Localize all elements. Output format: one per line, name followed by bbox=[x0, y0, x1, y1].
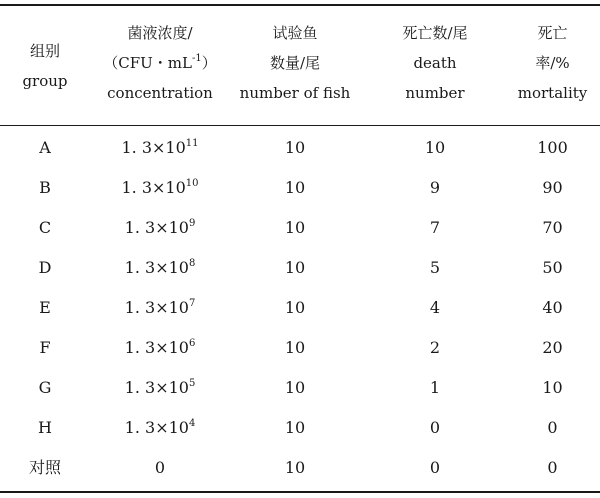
header-group-zh: 组别 bbox=[29, 42, 60, 60]
cell-group: A bbox=[39, 138, 51, 157]
cell-concentration bbox=[90, 448, 230, 488]
header-group bbox=[0, 36, 90, 96]
cell-mortality: 70 bbox=[542, 218, 563, 237]
cell-group: 对照 bbox=[28, 458, 61, 477]
cell-concentration-exp: 9 bbox=[188, 218, 196, 229]
cell-concentration bbox=[90, 168, 230, 208]
cell-fish: 10 bbox=[284, 138, 306, 157]
header-group-en: group bbox=[22, 72, 68, 90]
cell-concentration-base: 1. 3×10 bbox=[124, 378, 189, 397]
header-death bbox=[360, 18, 510, 108]
header-mortality bbox=[510, 18, 595, 108]
header-death-en2: number bbox=[405, 84, 465, 102]
cell-mortality: 0 bbox=[547, 458, 558, 477]
table-bottom-rule bbox=[0, 491, 600, 493]
cell-fish: 10 bbox=[284, 338, 306, 357]
cell-concentration-base: 1. 3×10 bbox=[124, 298, 189, 317]
cell-concentration-exp: 8 bbox=[188, 258, 196, 269]
cell-group: C bbox=[38, 218, 52, 237]
cell-group: F bbox=[39, 338, 51, 357]
header-concentration bbox=[90, 18, 230, 108]
cell-concentration bbox=[90, 288, 230, 328]
cell-fish: 10 bbox=[284, 178, 306, 197]
cell-concentration bbox=[90, 248, 230, 288]
table-header-rule bbox=[0, 125, 600, 126]
cell-mortality: 20 bbox=[542, 338, 563, 357]
cell-mortality: 50 bbox=[542, 258, 563, 277]
cell-mortality: 90 bbox=[542, 178, 563, 197]
cell-death: 7 bbox=[429, 218, 441, 237]
cell-fish: 10 bbox=[284, 218, 306, 237]
table-top-rule bbox=[0, 4, 600, 6]
header-death-en1: death bbox=[413, 54, 457, 72]
cell-concentration-exp: 6 bbox=[188, 338, 196, 349]
cell-concentration-exp: 11 bbox=[185, 138, 199, 149]
cell-fish: 10 bbox=[284, 418, 306, 437]
cell-concentration-base: 1. 3×10 bbox=[124, 338, 189, 357]
cell-death: 0 bbox=[429, 458, 441, 477]
header-fish-count bbox=[230, 18, 360, 108]
cell-concentration-base: 1. 3×10 bbox=[124, 218, 189, 237]
cell-mortality: 40 bbox=[542, 298, 563, 317]
cell-concentration bbox=[90, 368, 230, 408]
cell-concentration-base: 1. 3×10 bbox=[121, 138, 186, 157]
cell-concentration-exp: 5 bbox=[188, 378, 196, 389]
header-fish-count-en: number of fish bbox=[239, 84, 351, 102]
cell-mortality: 100 bbox=[537, 138, 568, 157]
cell-group: D bbox=[38, 258, 52, 277]
cell-death: 4 bbox=[429, 298, 441, 317]
cell-group: B bbox=[39, 178, 51, 197]
cell-concentration-base: 1. 3×10 bbox=[121, 178, 186, 197]
cell-concentration bbox=[90, 208, 230, 248]
cell-fish: 10 bbox=[284, 458, 306, 477]
cell-concentration bbox=[90, 328, 230, 368]
header-mortality-zh1: 死亡 bbox=[537, 24, 568, 42]
cell-fish: 10 bbox=[284, 378, 306, 397]
cell-death: 2 bbox=[429, 338, 441, 357]
cell-death: 1 bbox=[429, 378, 441, 397]
header-death-zh: 死亡数/尾 bbox=[402, 24, 468, 42]
header-fish-count-zh1: 试验鱼 bbox=[272, 24, 318, 42]
header-concentration-unit bbox=[90, 48, 230, 78]
header-concentration-unit-text: （CFU・mL bbox=[103, 54, 192, 72]
cell-group: E bbox=[39, 298, 51, 317]
cell-death: 0 bbox=[429, 418, 441, 437]
cell-mortality: 10 bbox=[542, 378, 563, 397]
cell-fish: 10 bbox=[284, 258, 306, 277]
cell-group: H bbox=[38, 418, 52, 437]
header-fish-count-zh2: 数量/尾 bbox=[269, 54, 321, 72]
cell-concentration-base: 1. 3×10 bbox=[124, 418, 189, 437]
cell-concentration-exp: 10 bbox=[185, 178, 199, 189]
header-concentration-zh: 菌液浓度/ bbox=[127, 24, 193, 42]
cell-death: 10 bbox=[424, 138, 446, 157]
cell-concentration-exp: 7 bbox=[188, 298, 196, 309]
cell-mortality: 0 bbox=[547, 418, 558, 437]
header-mortality-en: mortality bbox=[517, 84, 588, 102]
header-concentration-en: concentration bbox=[107, 84, 213, 102]
cell-concentration bbox=[90, 128, 230, 168]
cell-fish: 10 bbox=[284, 298, 306, 317]
cell-death: 9 bbox=[429, 178, 441, 197]
cell-concentration-base: 0 bbox=[154, 458, 166, 477]
header-mortality-zh2: 率/% bbox=[535, 54, 570, 72]
cell-death: 5 bbox=[429, 258, 441, 277]
header-concentration-unit-close: ） bbox=[201, 54, 217, 72]
cell-concentration bbox=[90, 408, 230, 448]
header-concentration-unit-exp: -1 bbox=[191, 53, 202, 64]
cell-group: G bbox=[38, 378, 52, 397]
cell-concentration-exp: 4 bbox=[188, 418, 196, 429]
cell-concentration-base: 1. 3×10 bbox=[124, 258, 189, 277]
